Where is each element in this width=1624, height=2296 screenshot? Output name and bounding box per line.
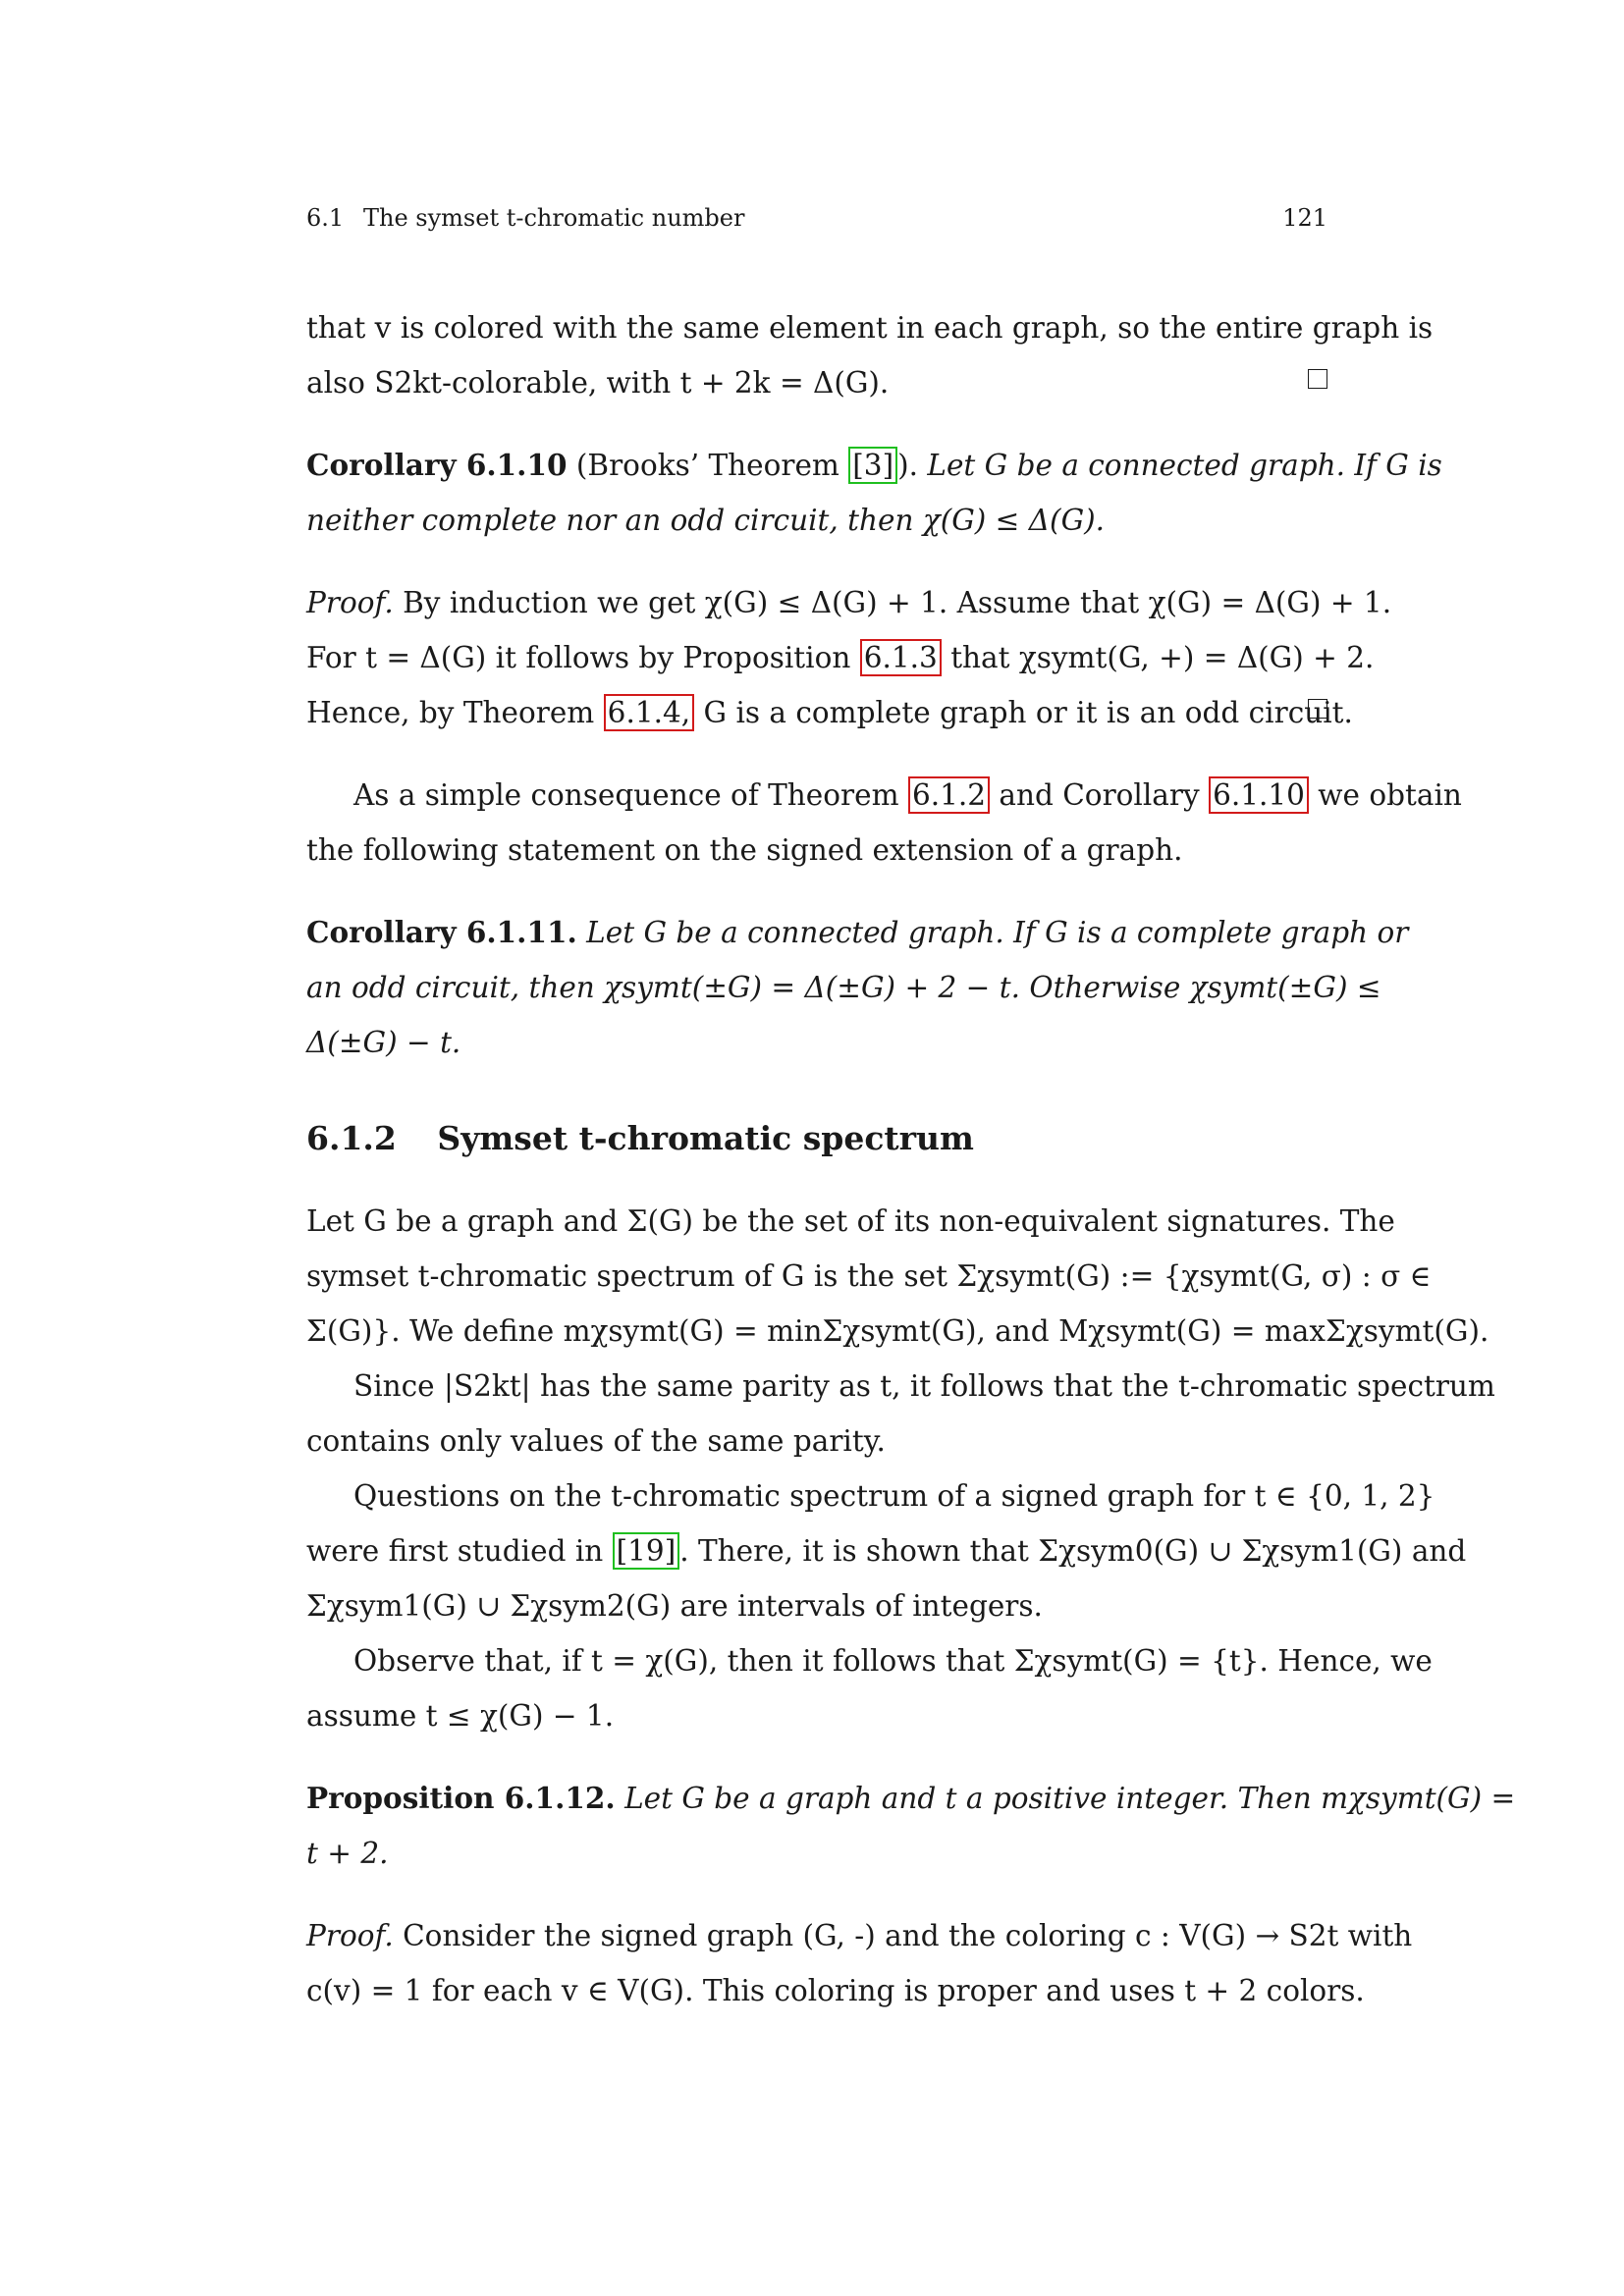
proposition-link[interactable]: 6.1.3 xyxy=(860,639,942,676)
corollary-6-1-10 xyxy=(306,438,1442,493)
proposition-label: Proposition 6.1.12. xyxy=(306,1781,616,1815)
theorem-link[interactable]: 6.1.4, xyxy=(604,694,694,731)
citation-suffix: ). xyxy=(897,449,918,482)
proposition-statement: Let G be a graph and t a positive integer. Then mχsymt(G) = xyxy=(624,1782,1516,1815)
paragraph-line: Σχsym1(G) ∪ Σχsym2(G) are intervals of integers. xyxy=(306,1589,1043,1623)
text-line xyxy=(306,355,1327,410)
qed-box-icon xyxy=(1308,369,1327,389)
page-number: 121 xyxy=(1282,204,1327,232)
header-section-title: The symset t-chromatic number xyxy=(363,204,745,232)
proof-label: Proof. xyxy=(306,586,394,619)
paragraph-line: Since |S2kt| has the same parity as t, it follows that the t-chromatic spectrum xyxy=(353,1369,1495,1403)
paragraph-line: Observe that, if t = χ(G), then it follows that Σχsymt(G) = {t}. Hence, we xyxy=(353,1644,1433,1678)
proof-label: Proof. xyxy=(306,1919,394,1952)
corollary-statement: Δ(±G) − t. xyxy=(306,1026,461,1059)
paragraph-line: Questions on the t-chromatic spectrum of a signed graph for t ∈ {0, 1, 2} xyxy=(353,1479,1435,1513)
text-span: were first studied in xyxy=(306,1534,604,1568)
text-span: also S2kt-colorable, with t + 2k = Δ(G). xyxy=(306,366,890,400)
text-span: and Corollary xyxy=(999,778,1200,812)
header-section-number: 6.1 xyxy=(306,204,345,232)
qed-box-icon xyxy=(1308,699,1327,719)
corollary-statement: Let G be a connected graph. If G is a complete graph or xyxy=(586,916,1409,949)
paragraph-line: the following statement on the signed extension of a graph. xyxy=(306,833,1183,867)
corollary-statement: an odd circuit, then χsymt(±G) = Δ(±G) + 2 − t. Otherwise χsymt(±G) ≤ xyxy=(306,971,1381,1004)
corollary-label: Corollary 6.1.10 xyxy=(306,448,568,482)
proposition-statement: t + 2. xyxy=(306,1837,389,1870)
corollary-6-1-11 xyxy=(306,905,1409,960)
proof-line: c(v) = 1 for each v ∈ V(G). This coloring is proper and uses t + 2 colors. xyxy=(306,1974,1365,2007)
citation-link[interactable]: [19] xyxy=(613,1532,680,1570)
proposition-6-1-12 xyxy=(306,1771,1516,1826)
corollary-link[interactable]: 6.1.10 xyxy=(1209,776,1309,814)
text-span: that χsymt(G, +) = Δ(G) + 2. xyxy=(950,641,1375,674)
paragraph-line xyxy=(306,1523,1467,1578)
paragraph-line: symset t-chromatic spectrum of G is the set Σχsymt(G) := {χsymt(G, σ) : σ ∈ xyxy=(306,1259,1432,1293)
proof-line xyxy=(306,575,1392,630)
text-span: As a simple consequence of Theorem xyxy=(353,778,899,812)
paragraph-line xyxy=(306,768,1462,823)
citation-link[interactable]: [3] xyxy=(848,447,897,484)
proof-line xyxy=(306,1908,1413,1963)
corollary-statement: neither complete nor an odd circuit, then χ(G) ≤ Δ(G). xyxy=(306,504,1106,537)
text-span: Hence, by Theorem xyxy=(306,696,595,729)
text-span: By induction we get χ(G) ≤ Δ(G) + 1. Assume that χ(G) = Δ(G) + 1. xyxy=(403,586,1392,619)
text-span: G is a complete graph or it is an odd circuit. xyxy=(703,696,1353,729)
text-line: that v is colored with the same element in each graph, so the entire graph is xyxy=(306,311,1434,345)
proof-line xyxy=(306,685,1353,740)
text-span: we obtain xyxy=(1318,778,1462,812)
paragraph-line: assume t ≤ χ(G) − 1. xyxy=(306,1699,615,1733)
corollary-label: Corollary 6.1.11. xyxy=(306,915,577,949)
citation-prefix: (Brooks’ Theorem xyxy=(575,449,839,482)
theorem-link[interactable]: 6.1.2 xyxy=(908,776,990,814)
proof-line xyxy=(306,630,1375,685)
subsection-number: 6.1.2 xyxy=(306,1119,397,1157)
text-span: . There, it is shown that Σχsym0(G) ∪ Σχsym1(G) and xyxy=(679,1534,1467,1568)
text-span: Consider the signed graph (G, -) and the coloring c : V(G) → S2t with xyxy=(403,1919,1413,1952)
subsection-title: Symset t-chromatic spectrum xyxy=(437,1119,974,1157)
paragraph-line: Σ(G)}. We define mχsymt(G) = minΣχsymt(G), and Mχsymt(G) = maxΣχsymt(G). xyxy=(306,1314,1489,1348)
subsection-heading xyxy=(306,1111,1327,1166)
corollary-statement: Let G be a connected graph. If G is xyxy=(927,449,1442,482)
text-span: For t = Δ(G) it follows by Proposition xyxy=(306,641,851,674)
paragraph-line: contains only values of the same parity. xyxy=(306,1424,886,1458)
paragraph-line: Let G be a graph and Σ(G) be the set of its non-equivalent signatures. The xyxy=(306,1204,1395,1238)
